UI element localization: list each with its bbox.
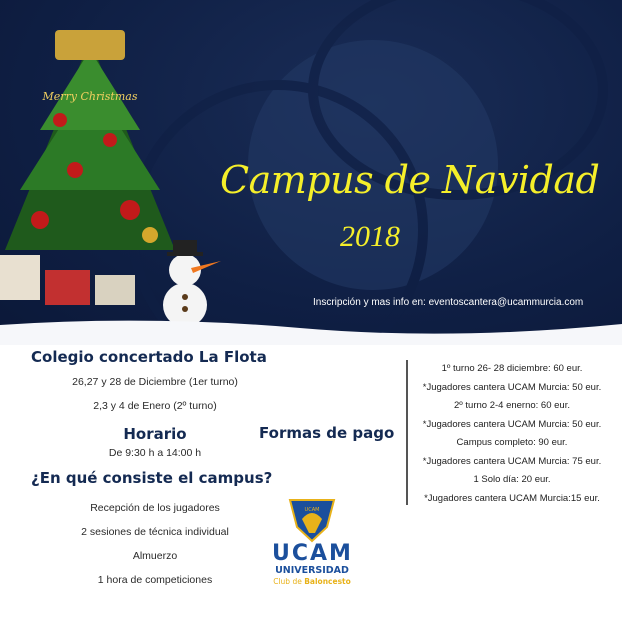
about-item: 2 sesiones de técnica individual <box>81 526 229 538</box>
payment-item: *Jugadores cantera UCAM Murcia: 50 eur. <box>422 381 602 393</box>
about-item: Recepción de los jugadores <box>90 502 220 514</box>
payment-item: *Jugadores cantera UCAM Murcia: 75 eur. <box>422 455 602 467</box>
logo-club <box>272 577 352 586</box>
dates-first-turn: 26,27 y 28 de Diciembre (1er turno) <box>72 376 238 388</box>
payment-list <box>406 360 616 505</box>
logo-subtitle: UNIVERSIDAD <box>275 565 349 576</box>
payment-item: 1º turno 26- 28 diciembre: 60 eur. <box>441 363 583 374</box>
club-name: Baloncesto <box>304 577 351 586</box>
payment-heading: Formas de pago <box>259 424 395 442</box>
merry-christmas-text: Merry Christmas <box>42 90 138 103</box>
ucam-logo <box>272 497 352 586</box>
payment-item: 1 Solo día: 20 eur. <box>473 474 551 485</box>
shield-text: UCAM <box>304 507 320 513</box>
schedule-hours: De 9:30 h a 14:00 h <box>108 447 202 459</box>
payment-item: *Jugadores cantera UCAM Murcia:15 eur. <box>424 492 600 504</box>
campaign-year: 2018 <box>340 220 400 253</box>
payment-item: Campus completo: 90 eur. <box>456 437 568 448</box>
ucam-shield-icon <box>287 497 337 543</box>
schedule-heading: Horario <box>123 425 187 443</box>
payment-item: *Jugadores cantera UCAM Murcia: 50 eur. <box>422 418 602 430</box>
club-prefix: Club de <box>273 577 305 586</box>
about-item: Almuerzo <box>132 550 178 562</box>
about-item: 1 hora de competiciones <box>97 574 213 586</box>
dates-second-turn: 2,3 y 4 de Enero (2º turno) <box>93 400 217 412</box>
snow-ground <box>0 310 622 345</box>
payment-item: 2º turno 2-4 enerno: 60 eur. <box>454 400 570 411</box>
location-heading: Colegio concertado La Flota <box>31 348 267 366</box>
about-heading: ¿En qué consiste el campus? <box>31 469 273 487</box>
logo-name: UCAM <box>272 541 353 566</box>
contact-info: Inscripción y mas info en: eventoscantera@ucammurcia.com <box>313 297 584 308</box>
campaign-title: Campus de Navidad <box>220 158 600 202</box>
